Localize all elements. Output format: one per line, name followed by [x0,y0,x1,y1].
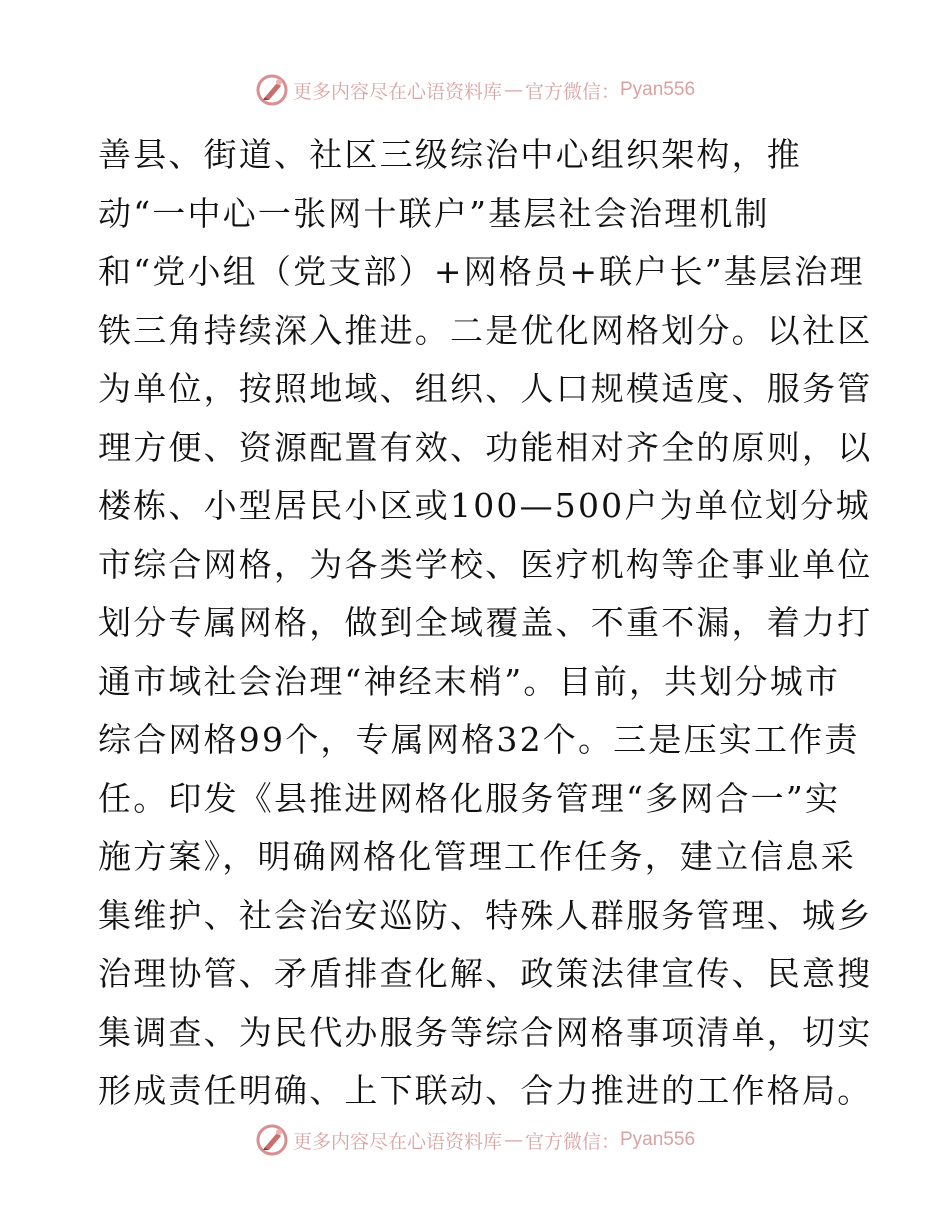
mouse-pen-logo-icon [255,73,289,107]
text-line: 善县、街道、社区三级综治中心组织架构，推 [98,135,802,174]
text-line: 划分专属网格，做到全域覆盖、不重不漏，着力打 [98,603,873,642]
text-line: 为单位，按照地域、组织、人口规模适度、服务管 [98,369,873,408]
watermark-official-label: 官方微信： [524,1130,620,1153]
document-body [98,126,873,1121]
text-line: 市综合网格，为各类学校、医疗机构等企事业单位 [98,544,873,584]
watermark-wechat-id: Pyan556 [620,79,696,100]
text-line: 集调查、为民代办服务等综合网格事项清单，切实 [98,1012,873,1052]
text-line: 治理协管、矛盾排查化解、政策法律宣传、民意搜 [98,954,873,993]
text-line: 任。印发《县推进网格化服务管理“多网合一”实 [98,778,841,818]
watermark-wechat-id: Pyan556 [620,1129,696,1150]
text-line: 动“一中心一张网十联户”基层社会治理机制 [98,193,770,233]
text-line: 理方便、资源配置有效、功能相对齐全的原则，以 [98,427,873,467]
watermark-header [0,72,950,108]
text-line: 通市域社会治理“神经末梢”。目前，共划分城市 [98,661,841,701]
text-line: 铁三角持续深入推进。二是优化网格划分。以社区 [98,310,873,350]
text-line: 楼栋、小型居民小区或100—500户为单位划分城 [98,486,871,525]
watermark-site-text: 更多内容尽在心语资料库 [292,1130,502,1153]
text-line: 形成责任明确、上下联动、合力推进的工作格局。 [98,1071,873,1110]
text-line: 施方案》，明确网格化管理工作任务，建立信息采 [98,837,856,876]
watermark-official-label: 官方微信： [524,80,620,103]
watermark-dash: — [503,1129,523,1151]
text-line: 综合网格99个，专属网格32个。三是压实工作责 [98,720,860,759]
watermark-dash: — [503,79,523,101]
watermark-site-text: 更多内容尽在心语资料库 [292,80,502,103]
watermark-footer [0,1122,950,1158]
text-line: 集维护、社会治安巡防、特殊人群服务管理、城乡 [98,895,873,935]
text-line: 和“党小组（党支部）+网格员+联户长”基层治理 [98,252,865,291]
mouse-pen-logo-icon [255,1123,289,1157]
